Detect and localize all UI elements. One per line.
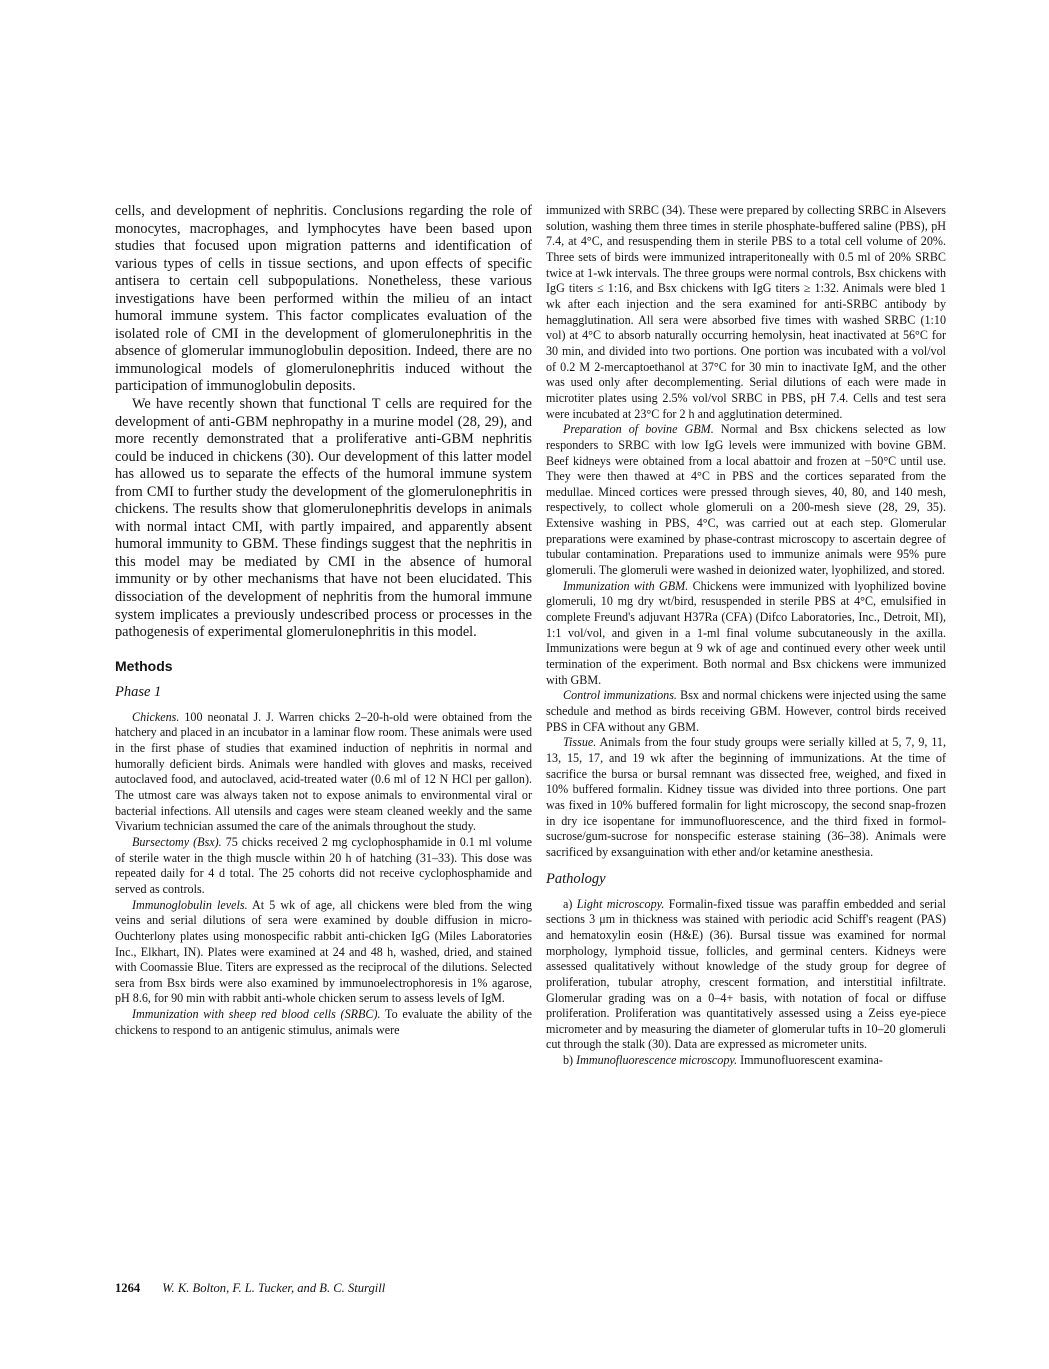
section-heading: Methods xyxy=(115,657,173,674)
paragraph-lead: Immunofluorescence microscopy. xyxy=(576,1053,738,1068)
paragraph: cells, and development of nephritis. Conclusions regarding the role of monocytes, macrophages, and lymphocytes have been based upon studies that focused upon migration patterns and identification of various types of cells in tissue sections, and upon effects of specific antisera to certain cell subpopulations. Nonetheless, these various investigations have been performed within the milieu of an intact humoral immune system. This factor complicates evaluation of the isolated role of CMI in the development of glomerulonephritis in the absence of glomerular immunoglobulin deposition. Indeed, there are no immunological models of glomerulonephritis induced without the participation of immunoglobulin deposits. xyxy=(115,203,532,395)
paragraph: a) Light microscopy. Formalin-fixed tissue was paraffin embedded and serial sections 3 μm in thickness was stained with periodic acid Schiff's reagent (PAS) and hematoxylin eosin (H&E) (36). Bursal tissue was examined for normal morphology, lymphoid tissue, follicles, and germinal centers. Kidneys were assessed qualitatively without knowledge of the study group for degree of proliferation, tubular atrophy, crescent formation, and interstitial infiltrate. Glomerular grading was on a 0–4+ basis, with notation of focal or diffuse proliferation. Proliferation was quantitatively assessed using a Zeiss eye-piece micrometer and by measuring the diameter of glomerular tufts in 10–20 glomeruli cut through the stalk (30). Data are expressed as micrometer units. xyxy=(546,896,946,1052)
paragraph: Tissue. Animals from the four study groups were serially killed at 5, 7, 9, 11, 13, 15, 17, and 19 wk after the beginning of immunizations. At the time of sacrifice the bursa or bursal remnant was dissected free, weighed, and fixed in 10% buffered formalin. Kidney tissue was divided into three portions. One part was fixed in 10% buffered formalin for light microscopy, the second snap-frozen in dry ice isopentane for immunofluorescence, and the third fixed in formol-sucrose/gum-sucrose for nonspecific esterase staining (36–38). Animals were sacrificed by exsanguination with ether and/or ketamine anesthesia. xyxy=(546,735,946,859)
paragraph-lead: Chickens. xyxy=(132,709,180,724)
paragraph: Chickens. 100 neonatal J. J. Warren chicks 2–20-h-old were obtained from the hatchery and placed in an incubator in a laminar flow room. These animals were used in the first phase of studies that examined induction of nephritis in normal and humorally deficient birds. Animals were handled with gloves and masks, received autoclaved food, and autoclaved, acid-treated water (0.6 ml of 12 N HCl per gallon). The utmost care was always taken not to expose animals to environmental viral or bacterial infections. All utensils and cages were steam cleaned weekly and the same Vivarium technician assumed the care of the animals throughout the study. xyxy=(115,709,532,834)
paragraph-lead: Preparation of bovine GBM. xyxy=(563,422,714,437)
right-column xyxy=(546,203,946,1069)
paragraph-lead: Light microscopy. xyxy=(576,896,665,911)
paragraph: We have recently shown that functional T cells are required for the development of anti-GBM nephropathy in a murine model (28, 29), and more recently demonstrated that a proliferative anti-GBM nephritis could be induced in chickens (30). Our development of this latter model has allowed us to separate the effects of the humoral immune system from CMI to further study the development of the glomerulonephritis in chickens. The results show that glomerulonephritis develops in animals with normal intact CMI, with partly impaired, and apparently absent humoral immunity to GBM. These findings suggest that the nephritis in this model may be mediated by CMI in the absence of humoral immunity or by other mechanisms that have not been elucidated. This dissociation of the development of nephritis from the humoral immune system implicates a previously undescribed process or processes in the pathogenesis of experimental glomerulonephritis in this model. xyxy=(115,396,532,641)
subsection-heading: Phase 1 xyxy=(115,683,162,700)
paragraph-lead: Immunoglobulin levels. xyxy=(132,897,248,912)
paragraph-lead: Immunization with GBM. xyxy=(563,578,689,593)
paragraph: Immunization with sheep red blood cells (SRBC). To evaluate the ability of the chickens to respond to an antigenic stimulus, animals were xyxy=(115,1007,533,1037)
paragraph: immunized with SRBC (34). These were prepared by collecting SRBC in Alsevers solution, washing them three times in sterile phosphate-buffered saline (PBS), pH 7.4, at 4°C, and resuspending them in sterile PBS to a total cell volume of 20%. Three sets of birds were immunized intraperitoneally with 0.5 ml of 20% SRBC twice at 1-wk intervals. The three groups were normal controls, Bsx chickens with IgG titers ≤ 1:16, and Bsx chickens with IgG titers ≥ 1:32. Animals were bled 1 wk after each injection and the sera examined for anti-SRBC antibody by hemagglutination. All sera were absorbed five times with washed SRBC (1:10 vol) at 4°C to absorb naturally occurring hemolysin, heat inactivated at 56°C for 30 min, and divided into two portions. One portion was incubated with a vol/vol of 0.2 M 2-mercaptoethanol at 37°C for 30 min to inactivate IgM, and the other was used only after decomplementing. Serial dilutions of each were made in microtiter plates using 2.5% vol/vol SRBC in PBS, pH 7.4. Cells and test sera were incubated at 23°C for 2 h and agglutination determined. xyxy=(546,203,946,421)
paragraph: Immunoglobulin levels. At 5 wk of age, all chickens were bled from the wing veins and serial dilutions of sera were examined by double diffusion in micro-Ouchterlony plates using monospecific rabbit anti-chicken IgG (Miles Laboratories Inc., Elkhart, IN). Plates were examined at 24 and 48 h, washed, dried, and stained with Coomassie Blue. Titers are expressed as the reciprocal of the dilutions. Selected sera from Bsx birds were also examined by immunoelectrophoresis in 1% agarose, pH 8.6, for 90 min with rabbit anti-whole chicken serum to assess levels of IgM. xyxy=(115,897,532,1006)
page-footer xyxy=(115,1281,385,1296)
paragraph: Preparation of bovine GBM. Normal and Bsx chickens selected as low responders to SRBC with low IgG levels were immunized with bovine GBM. Beef kidneys were obtained from a local abattoir and frozen at −50°C until use. They were then thawed at 4°C in PBS and the cortices separated from the medullae. Minced cortices were pressed through sieves, 40, 80, and 140 mesh, respectively, to collect whole glomeruli on a 200-mesh sieve (28, 29, 35). Extensive washing in PBS, 4°C, was carried out at each step. Glomerular preparations were examined by phase-contrast microscopy to ascertain degree of tubular contamination. Preparations used to immunize animals were 95% pure glomeruli. The glomeruli were washed in deionized water, lyophilized, and stored. xyxy=(546,422,946,578)
paragraph-lead: Control immunizations. xyxy=(563,688,677,703)
paragraph-lead: Bursectomy (Bsx). xyxy=(132,834,222,849)
paragraph-lead: Immunization with sheep red blood cells (SRBC). xyxy=(132,1007,381,1022)
running-authors: W. K. Bolton, F. L. Tucker, and B. C. Sturgill xyxy=(162,1281,386,1295)
paragraph: Bursectomy (Bsx). 75 chicks received 2 mg cyclophosphamide in 0.1 ml volume of sterile water in the thigh muscle within 20 h of hatching (31–33). This dose was repeated daily for 4 d total. The 25 cohorts did not receive cyclophosphamide and served as controls. xyxy=(115,834,532,896)
paragraph: b) Immunofluorescence microscopy. Immunofluorescent examina- xyxy=(563,1053,883,1068)
page-number: 1264 xyxy=(115,1281,141,1295)
left-column xyxy=(115,203,532,1069)
two-column-body xyxy=(115,203,946,1069)
paragraph: Control immunizations. Bsx and normal chickens were injected using the same schedule and method as birds receiving GBM. However, control birds received PBS in CFA without any GBM. xyxy=(546,688,946,734)
paragraph-lead: Tissue. xyxy=(563,735,597,750)
paragraph: Immunization with GBM. Chickens were immunized with lyophilized bovine glomeruli, 10 mg dry wt/bird, resuspended in sterile PBS at 4°C, emulsified in complete Freund's adjuvant H37Ra (CFA) (Difco Laboratories, Inc., Detroit, MI), 1:1 vol/vol, and given in a 1-ml final volume subcutaneously in the axilla. Immunizations were begun at 9 wk of age and continued every other week until termination of the experiment. Both normal and Bsx chickens were immunized with GBM. xyxy=(546,578,946,687)
subsection-heading: Pathology xyxy=(546,870,606,887)
